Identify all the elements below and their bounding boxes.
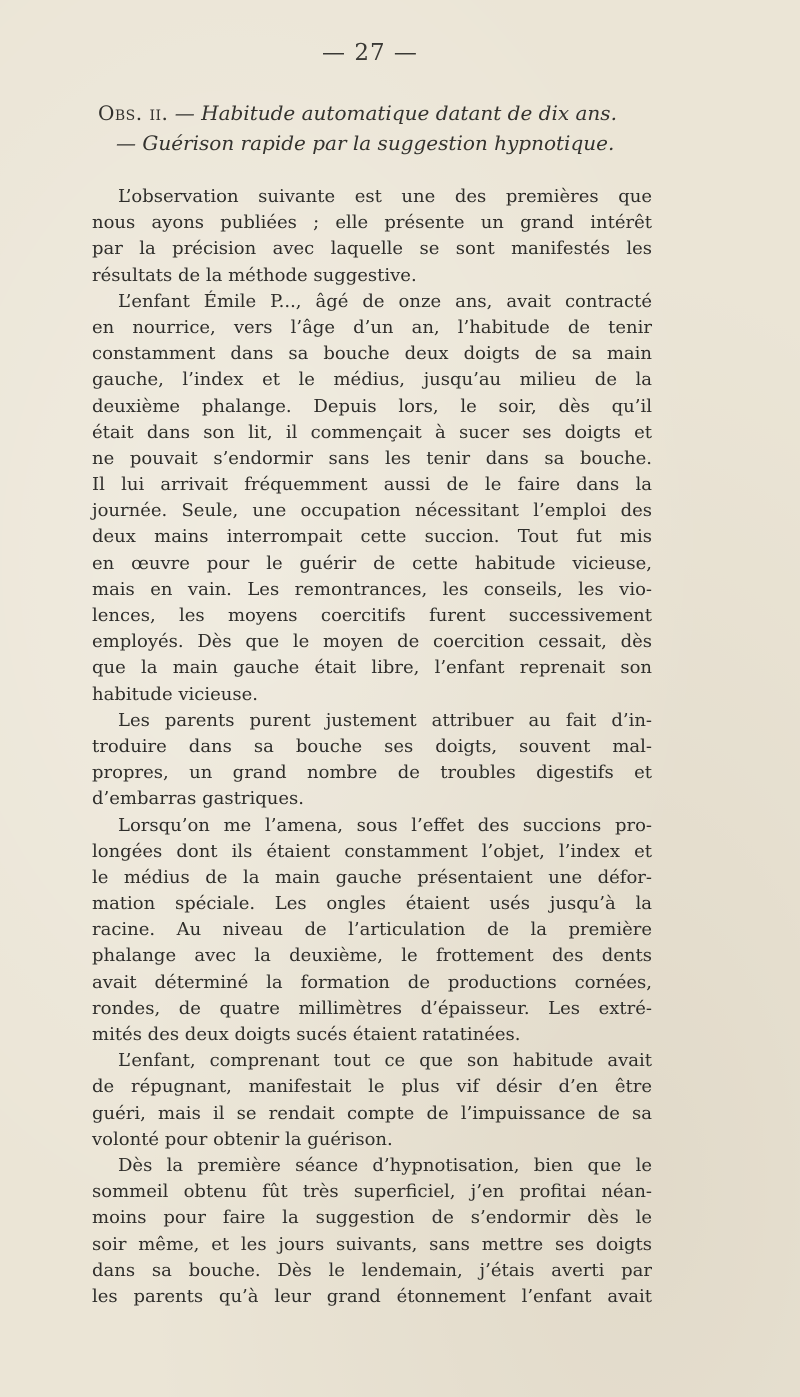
text-line: Lorsqu’on me l’amena, sous l’effet des succions pro-	[118, 814, 652, 836]
text-line: mation spéciale. Les ongles étaient usés jusqu’à la	[92, 893, 652, 915]
text-line: avait déterminé la formation de productions cornées,	[92, 971, 652, 993]
text-line: L’enfant, comprenant tout ce que son habitude avait	[118, 1050, 652, 1072]
body-text	[92, 184, 652, 1310]
observation-label: Obs. ii.	[98, 101, 169, 125]
text-line: Dès la première séance d’hypnotisation, bien que le	[118, 1154, 652, 1176]
text-line: gauche, l’index et le médius, jusqu’au milieu de la	[92, 369, 652, 391]
text-line: racine. Au niveau de l’articulation de la première	[92, 919, 652, 941]
text-line: le médius de la main gauche présentaient une défor-	[92, 866, 652, 888]
heading-title: — Habitude automatique datant de dix ans.	[174, 101, 617, 125]
text-line: employés. Dès que le moyen de coercition cessait, dès	[92, 631, 652, 653]
text-line: L’enfant Émile P..., âgé de onze ans, avait contracté	[118, 290, 652, 312]
text-line: nous ayons publiées ; elle présente un grand intérêt	[92, 212, 652, 234]
text-line: les parents qu’à leur grand étonnement l’enfant avait	[92, 1285, 652, 1307]
text-line: était dans son lit, il commençait à sucer ses doigts et	[92, 421, 652, 443]
page-number: — 27 —	[322, 40, 418, 66]
text-line: L’observation suivante est une des premières que	[118, 186, 652, 207]
text-line: de répugnant, manifestait le plus vif désir d’en être	[92, 1076, 652, 1098]
text-line: soir même, et les jours suivants, sans mettre ses doigts	[92, 1233, 652, 1255]
text-line: mais en vain. Les remontrances, les conseils, les vio-	[92, 578, 652, 600]
text-line: lences, les moyens coercitifs furent successivement	[92, 605, 652, 626]
text-line: que la main gauche était libre, l’enfant reprenait son	[92, 657, 652, 679]
text-line: journée. Seule, une occupation nécessitant l’emploi des	[92, 500, 652, 522]
text-line: par la précision avec laquelle se sont manifestés les	[92, 238, 652, 260]
text-line: deux mains interrompait cette succion. Tout fut mis	[92, 526, 652, 548]
text-line: Il lui arrivait fréquemment aussi de le faire dans la	[92, 474, 652, 496]
text-line: Les parents purent justement attribuer au fait d’in-	[118, 709, 652, 731]
text-line: moins pour faire la suggestion de s’endormir dès le	[92, 1207, 652, 1229]
text-line: d’embarras gastriques.	[92, 788, 304, 810]
text-line: deuxième phalange. Depuis lors, le soir, dès qu’il	[92, 395, 652, 417]
text-line: en œuvre pour le guérir de cette habitude vicieuse,	[92, 552, 652, 574]
text-line: ne pouvait s’endormir sans les tenir dans sa bouche.	[92, 447, 652, 469]
text-line: guéri, mais il se rendait compte de l’impuissance de sa	[92, 1102, 652, 1124]
text-line: constamment dans sa bouche deux doigts de sa main	[92, 343, 652, 365]
text-line: volonté pour obtenir la guérison.	[92, 1128, 393, 1150]
text-line: en nourrice, vers l’âge d’un an, l’habitude de tenir	[92, 316, 652, 338]
heading-subtitle: — Guérison rapide par la suggestion hypnotique.	[116, 131, 615, 155]
text-line: longées dont ils étaient constamment l’objet, l’index et	[92, 840, 652, 862]
observation-heading	[98, 98, 678, 158]
text-line: phalange avec la deuxième, le frottement des dents	[92, 945, 652, 967]
text-line: rondes, de quatre millimètres d’épaisseur. Les extré-	[92, 997, 652, 1019]
text-line: résultats de la méthode suggestive.	[92, 264, 417, 286]
text-line: mités des deux doigts sucés étaient ratatinées.	[92, 1024, 521, 1045]
text-line: propres, un grand nombre de troubles digestifs et	[92, 762, 652, 784]
heading-line-1	[98, 98, 678, 128]
text-line: sommeil obtenu fût très superficiel, j’en profitai néan-	[92, 1181, 652, 1203]
text-line: dans sa bouche. Dès le lendemain, j’étais averti par	[92, 1259, 652, 1281]
text-line: troduire dans sa bouche ses doigts, souvent mal-	[92, 735, 652, 757]
text-line: habitude vicieuse.	[92, 683, 258, 705]
